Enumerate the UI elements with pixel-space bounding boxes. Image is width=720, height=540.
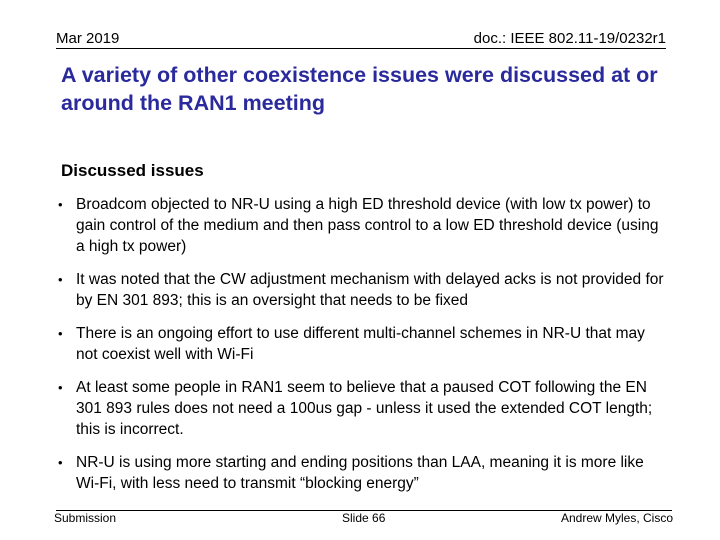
header-doc-id: doc.: IEEE 802.11-19/0232r1 bbox=[473, 30, 666, 47]
bullet-icon: • bbox=[58, 455, 63, 470]
bullet-text: Broadcom objected to NR-U using a high ED threshold device (with low tx power) to gain control of the medium and then pass control to a low ED threshold device (using a high tx power) bbox=[76, 196, 659, 255]
bullet-item bbox=[58, 377, 668, 440]
bullet-icon: • bbox=[58, 380, 63, 395]
header-date: Mar 2019 bbox=[56, 30, 120, 47]
bullet-text: NR-U is using more starting and ending positions than LAA, meaning it is more like Wi-Fi, with less need to transmit “blocking energy” bbox=[76, 454, 644, 492]
footer-slide-number: Slide 66 bbox=[342, 511, 386, 525]
section-subheading: Discussed issues bbox=[61, 161, 204, 180]
bullet-text: It was noted that the CW adjustment mechanism with delayed acks is not provided for by EN 301 893; this is an oversight that needs to be fixed bbox=[76, 271, 664, 309]
bullet-icon: • bbox=[58, 272, 63, 287]
footer-submission: Submission bbox=[54, 511, 117, 525]
bullet-text: At least some people in RAN1 seem to believe that a paused COT following the EN 301 893 rules does not need a 100us gap - unless it used the extended COT length; this is incorrect. bbox=[76, 379, 653, 438]
bullet-text: There is an ongoing effort to use different multi-channel schemes in NR-U that may not coexist well with Wi-Fi bbox=[76, 325, 645, 363]
slide-title: A variety of other coexistence issues were discussed at or around the RAN1 meeting bbox=[61, 63, 658, 115]
bullet-item bbox=[58, 452, 668, 494]
header-divider bbox=[56, 48, 666, 49]
bullet-list bbox=[58, 194, 668, 506]
bullet-icon: • bbox=[58, 326, 63, 341]
bullet-item bbox=[58, 194, 668, 257]
bullet-item bbox=[58, 323, 668, 365]
bullet-icon: • bbox=[58, 197, 63, 212]
footer-author: Andrew Myles, Cisco bbox=[560, 511, 673, 525]
bullet-item bbox=[58, 269, 668, 311]
